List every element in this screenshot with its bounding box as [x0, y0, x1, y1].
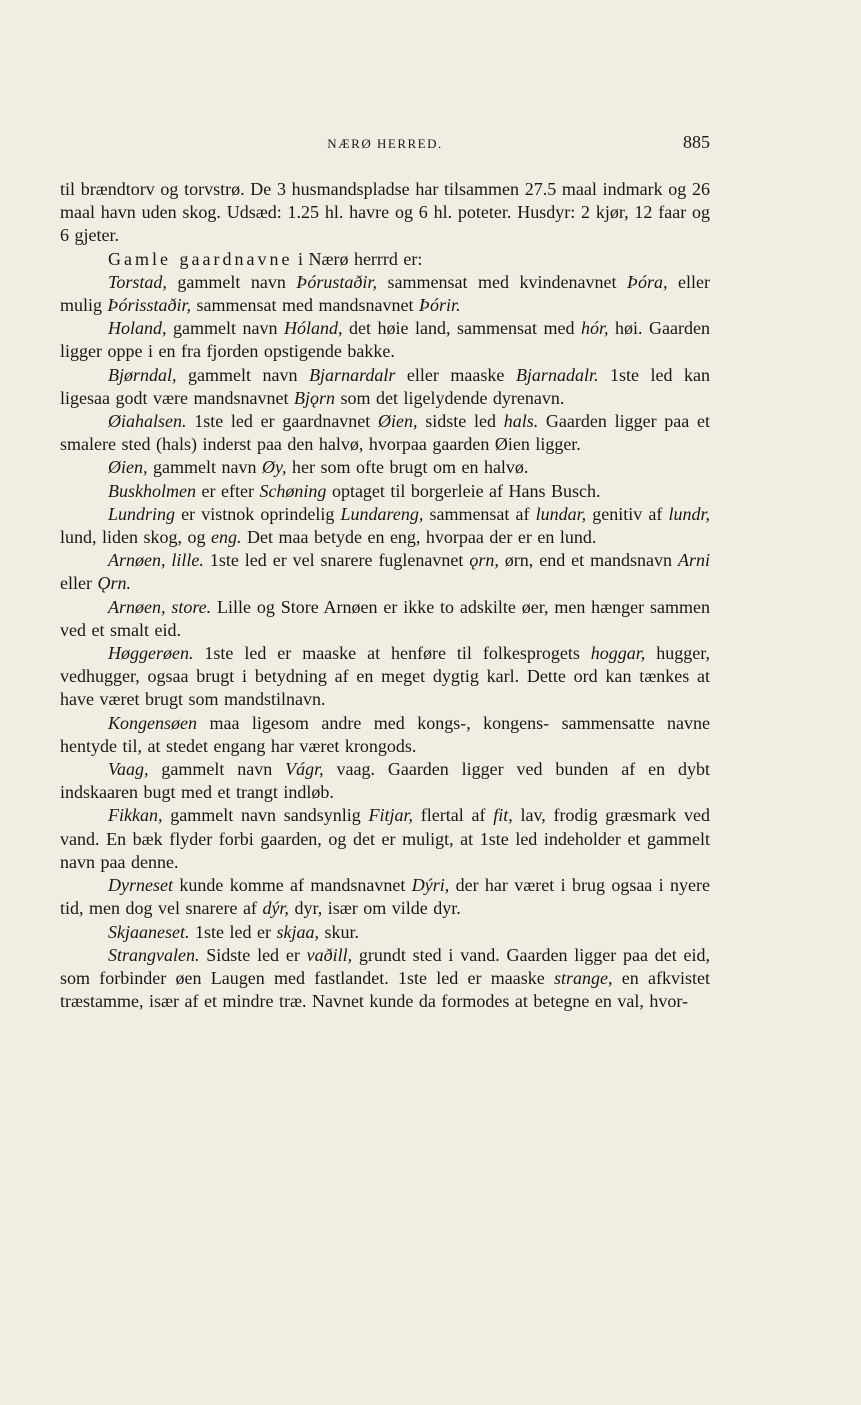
- paragraph: [60, 921, 710, 944]
- paragraph: [60, 944, 710, 1014]
- italic-term: Øy,: [261, 457, 287, 478]
- paragraph: [60, 549, 710, 595]
- italic-term: Lundring: [108, 503, 176, 524]
- paragraph: [60, 503, 710, 549]
- page-number: 885: [683, 132, 710, 152]
- italic-term: Þórir.: [419, 295, 461, 316]
- italic-term: Arnøen, lille.: [108, 550, 204, 571]
- italic-term: Holand,: [108, 318, 167, 339]
- paragraph: [60, 874, 710, 920]
- italic-term: eng.: [211, 527, 242, 548]
- text-run: skur.: [318, 921, 359, 942]
- text-run: til brændtorv og torvstrø. De 3 husmandspladse har tilsammen 27.5 maal indmark og 26 maal havn uden skog. Udsæd: 1.25 hl. havre og 6 hl. poteter. Husdyr: 2 kjør, 12 faar og 6 gjeter.: [60, 179, 710, 246]
- text-run: Gaarden ligger paa et smalere sted (hals) inderst paa den halvø, hvorpaa gaarden Øien ligger.: [60, 411, 710, 455]
- italic-term: Øiahalsen.: [108, 411, 187, 432]
- italic-term: Kongensøen: [108, 712, 197, 733]
- italic-term: Høggerøen.: [108, 643, 194, 664]
- text-run: vaag. Gaarden ligger ved bunden af en dybt indskaaren bugt med et trangt indløb.: [60, 759, 710, 803]
- text-run: sammensat med mandsnavnet: [191, 295, 419, 316]
- paragraph: [60, 480, 710, 503]
- paragraph: [60, 642, 710, 712]
- italic-term: Torstad,: [108, 271, 167, 292]
- italic-term: dýr,: [262, 898, 289, 919]
- text-run: der har været i brug ogsaa i nyere tid, men dog vel snarere af: [60, 875, 710, 919]
- italic-term: hór,: [580, 318, 609, 339]
- paragraph: [60, 804, 710, 874]
- paragraph: [60, 712, 710, 758]
- paragraph: [60, 596, 710, 642]
- italic-term: Øien,: [108, 457, 148, 478]
- text-run: sammensat med kvindenavnet: [376, 271, 627, 292]
- text-run: høi. Gaarden ligger oppe i en fra fjorden opstigende bakke.: [60, 318, 710, 362]
- text-run: gammelt navn sandsynlig: [162, 805, 369, 826]
- italic-term: lundr,: [668, 503, 710, 524]
- text-run: dyr, især om vilde dyr.: [288, 898, 461, 919]
- paragraph: [60, 456, 710, 479]
- text-run: gammelt navn: [166, 271, 297, 292]
- text-run: gammelt navn: [147, 457, 262, 478]
- body-text: [60, 178, 710, 1013]
- italic-term: hals.: [503, 411, 539, 432]
- italic-term: lundar,: [535, 503, 587, 524]
- text-run: grundt sted i vand. Gaarden ligger paa det eid, som forbinder øen Laugen med fastlandet. 1ste led er maaske: [60, 944, 711, 988]
- running-head: NÆRØ HERRED.: [327, 136, 443, 151]
- italic-term: hoggar,: [590, 643, 646, 664]
- text-run: optaget til borgerleie af Hans Busch.: [326, 480, 601, 501]
- text-run: maa ligesom andre med kongs-, kongens- sammensatte navne hentyde til, at stedet engang har været krongods.: [60, 712, 710, 756]
- text-run: eller: [60, 573, 98, 594]
- italic-term: Bjørndal,: [108, 364, 177, 385]
- italic-term: Fikkan,: [108, 805, 163, 826]
- italic-term: Lundareng,: [340, 503, 424, 524]
- text-run: 1ste led kan ligesaa godt være mandsnavnet: [60, 364, 710, 408]
- paragraph: [60, 271, 710, 317]
- italic-term: Bjarnadalr.: [515, 364, 599, 385]
- text-run: Sidste led er: [199, 944, 307, 965]
- italic-term: Schøning: [259, 480, 327, 501]
- text-run: som det ligelydende dyrenavn.: [334, 387, 565, 408]
- italic-term: Hóland,: [284, 318, 343, 339]
- italic-term: Vágr,: [285, 759, 324, 780]
- text-run: flertal af: [412, 805, 494, 826]
- italic-term: Buskholmen: [108, 480, 196, 501]
- italic-term: ǫrn,: [469, 550, 499, 571]
- italic-term: Øien,: [378, 411, 418, 432]
- text-run: er vistnok oprindelig: [175, 503, 341, 524]
- text-run: gammelt navn: [148, 759, 286, 780]
- italic-term: Dyrneset: [108, 875, 173, 896]
- section-heading: [60, 248, 710, 271]
- italic-term: Dýri,: [411, 875, 450, 896]
- italic-term: Fitjar,: [368, 805, 413, 826]
- italic-term: skjaa,: [276, 921, 319, 942]
- text-run: lund, liden skog, og: [60, 527, 211, 548]
- text-run: 1ste led er gaardnavnet: [186, 411, 379, 432]
- text-run: 1ste led er vel snarere fuglenavnet: [203, 550, 470, 571]
- italic-term: Arni: [677, 550, 710, 571]
- paragraph: [60, 178, 710, 248]
- text-run: Det maa betyde en eng, hvorpaa der er en lund.: [241, 527, 597, 548]
- text-run: eller maaske: [395, 364, 516, 385]
- italic-term: Ǫrn.: [97, 573, 131, 594]
- text-run: eller mulig: [60, 271, 710, 316]
- text-run: hugger, vedhugger, ogsaa brugt i betydning af en meget dygtig karl. Dette ord kan tænkes at have været brugt som mandstilnavn.: [60, 643, 710, 710]
- text-run: kunde komme af mandsnavnet: [172, 875, 412, 896]
- italic-term: Bjarnardalr: [309, 364, 396, 385]
- text-run: det høie land, sammensat med: [342, 318, 581, 339]
- text-run: lav, frodig græsmark ved vand. En bæk flyder forbi gaarden, og det er muligt, at 1ste led indeholder et gammelt navn paa denne.: [60, 805, 710, 872]
- text-run: her som ofte brugt om en halvø.: [286, 457, 529, 478]
- italic-term: Þórustaðir,: [296, 271, 377, 292]
- text-run: 1ste led er maaske at henføre til folkesprogets: [193, 643, 591, 664]
- italic-term: Arnøen, store.: [108, 596, 212, 617]
- italic-term: Strangvalen.: [108, 944, 200, 965]
- text-run: i Nærø herrrd er:: [292, 248, 423, 269]
- paragraph: [60, 364, 710, 410]
- text-run: ørn, end et mandsnavn: [498, 550, 678, 571]
- text-run: er efter: [195, 480, 260, 501]
- text-run: sammensat af: [423, 503, 536, 524]
- italic-term: Vaag,: [108, 759, 149, 780]
- italic-term: vaðill,: [306, 944, 353, 965]
- spaced-text: Gamle gaardnavne: [108, 248, 293, 269]
- italic-term: Skjaaneset.: [108, 921, 190, 942]
- paragraph: [60, 758, 710, 804]
- text-run: en afkvistet træstamme, især af et mindre træ. Navnet kunde da formodes at betegne en val, hvor-: [60, 967, 710, 1012]
- text-run: genitiv af: [586, 503, 669, 524]
- italic-term: fit,: [493, 805, 513, 826]
- italic-term: Þóra,: [626, 271, 668, 292]
- text-run: Lille og Store Arnøen er ikke to adskilte øer, men hænger sammen ved et smalt eid.: [60, 596, 710, 640]
- text-run: 1ste led er: [189, 921, 277, 942]
- paragraph: [60, 410, 710, 456]
- text-run: gammelt navn: [176, 364, 310, 385]
- text-run: gammelt navn: [166, 318, 284, 339]
- text-run: sidste led: [417, 411, 504, 432]
- italic-term: Þórisstaðir,: [107, 295, 192, 316]
- paragraph: [60, 317, 710, 363]
- italic-term: strange,: [554, 967, 613, 988]
- italic-term: Bjǫrn: [293, 387, 335, 408]
- page-header: [60, 132, 710, 158]
